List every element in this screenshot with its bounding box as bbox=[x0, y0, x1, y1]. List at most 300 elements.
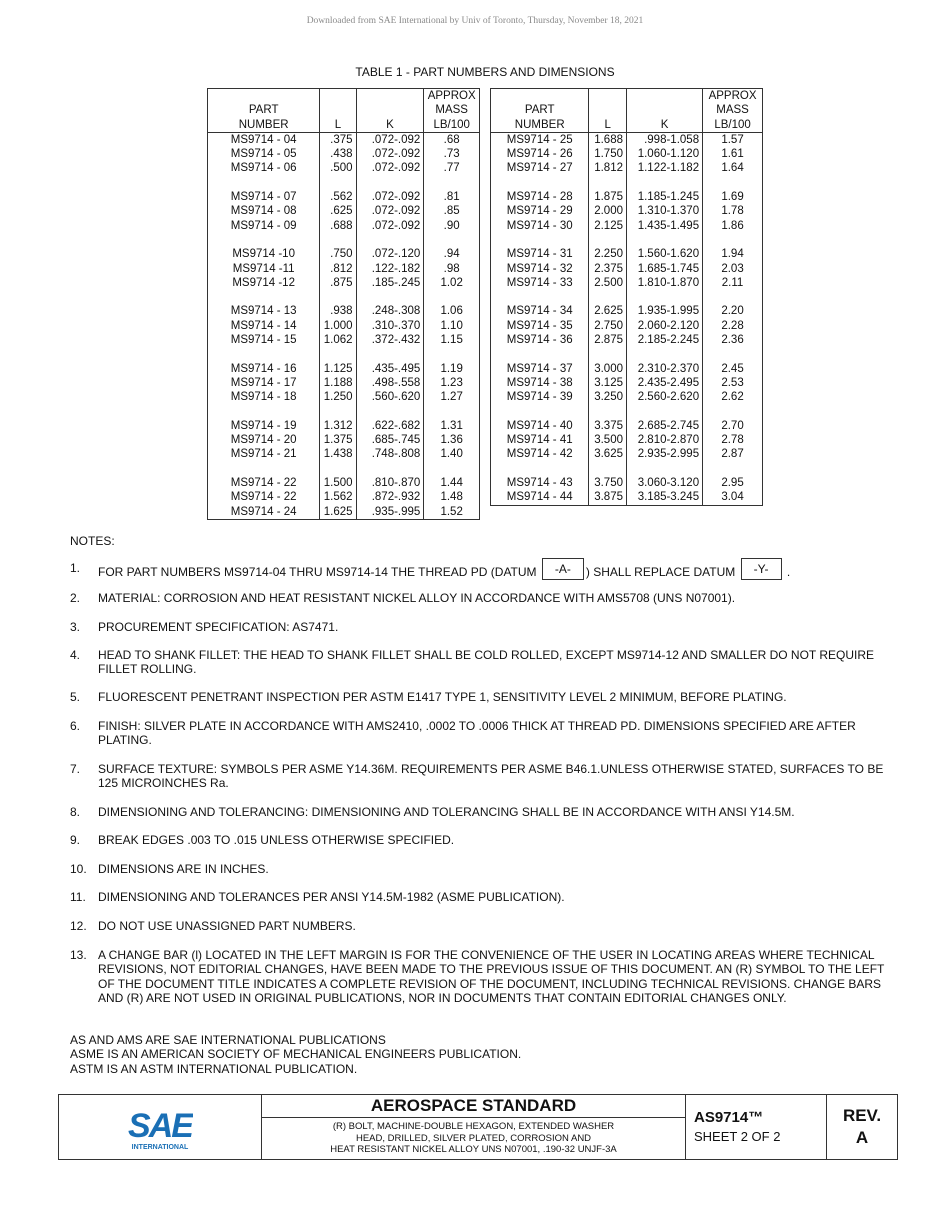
download-notice: Downloaded from SAE International by Univ of Toronto, Thursday, November 18, 2021 bbox=[306, 16, 644, 26]
table-row bbox=[491, 219, 763, 233]
cell-mass: .85 bbox=[424, 204, 480, 218]
cell-l: 1.438 bbox=[320, 447, 356, 461]
cell-k: .998-1.058 bbox=[626, 132, 702, 147]
cell-l: .438 bbox=[320, 147, 356, 161]
cell-l: 3.750 bbox=[589, 476, 627, 490]
note-number: 11. bbox=[70, 890, 86, 904]
table-header-row bbox=[208, 89, 480, 133]
cell-part-number: MS9714 - 21 bbox=[208, 447, 320, 461]
cell-mass: .77 bbox=[424, 161, 480, 175]
cell-l: 1.000 bbox=[320, 319, 356, 333]
header-mass-3: LB/100 bbox=[714, 118, 751, 131]
table-row bbox=[491, 333, 763, 347]
cell-k: 2.560-2.620 bbox=[626, 390, 702, 404]
group-spacer bbox=[491, 405, 763, 419]
table-row bbox=[208, 433, 480, 447]
cell-part-number: MS9714 - 42 bbox=[491, 447, 589, 461]
cell-mass: 1.57 bbox=[703, 132, 763, 147]
cell-l: 2.375 bbox=[589, 262, 627, 276]
cell-part-number: MS9714 - 14 bbox=[208, 319, 320, 333]
cell-l: .688 bbox=[320, 219, 356, 233]
cell-k: .072-.092 bbox=[356, 204, 424, 218]
publications-list bbox=[70, 1033, 521, 1076]
cell-l: 3.875 bbox=[589, 490, 627, 505]
table-row bbox=[208, 161, 480, 175]
note-8 bbox=[70, 805, 890, 819]
table-row bbox=[491, 490, 763, 505]
cell-l: .938 bbox=[320, 304, 356, 318]
header-mass-3: LB/100 bbox=[433, 118, 470, 131]
cell-k: .072-.092 bbox=[356, 147, 424, 161]
cell-l: 1.812 bbox=[589, 161, 627, 175]
description-line: HEAD, DRILLED, SILVER PLATED, CORROSION AND bbox=[355, 1132, 592, 1144]
note-number: 7. bbox=[70, 762, 81, 776]
description-line: HEAT RESISTANT NICKEL ALLOY UNS N07001, .190-32 UNJF-3A bbox=[330, 1144, 617, 1155]
note-number: 5. bbox=[70, 690, 81, 704]
note-1-before: FOR PART NUMBERS MS9714-04 THRU MS9714-14 THE THREAD PD (DATUM bbox=[98, 565, 537, 579]
cell-k: 1.122-1.182 bbox=[626, 161, 702, 175]
table-row bbox=[208, 390, 480, 404]
cell-k: 2.185-2.245 bbox=[626, 333, 702, 347]
document-number: AS9714™ bbox=[694, 1109, 764, 1126]
header-k: K bbox=[626, 89, 702, 133]
table-row bbox=[491, 247, 763, 261]
cell-l: .375 bbox=[320, 132, 356, 147]
header-part-1: PART bbox=[248, 104, 279, 117]
group-spacer bbox=[491, 176, 763, 190]
note-text: DO NOT USE UNASSIGNED PART NUMBERS. bbox=[98, 919, 356, 933]
note-number: 12. bbox=[70, 919, 87, 933]
group-spacer bbox=[208, 405, 480, 419]
cell-l: 3.250 bbox=[589, 390, 627, 404]
cell-mass: 1.44 bbox=[424, 476, 480, 490]
note-12 bbox=[70, 919, 890, 933]
note-11 bbox=[70, 890, 890, 904]
cell-mass: 1.64 bbox=[703, 161, 763, 175]
note-number: 3. bbox=[70, 620, 81, 634]
cell-part-number: MS9714 - 27 bbox=[491, 161, 589, 175]
cell-part-number: MS9714 - 33 bbox=[491, 276, 589, 290]
cell-l: 1.312 bbox=[320, 419, 356, 433]
table-row bbox=[208, 447, 480, 461]
group-spacer bbox=[208, 290, 480, 304]
cell-part-number: MS9714 - 16 bbox=[208, 362, 320, 376]
cell-l: 2.875 bbox=[589, 333, 627, 347]
cell-l: 2.000 bbox=[589, 204, 627, 218]
table-row bbox=[491, 132, 763, 147]
group-spacer bbox=[208, 462, 480, 476]
logo-cell bbox=[59, 1095, 262, 1159]
table-row bbox=[491, 476, 763, 490]
cell-k: 1.060-1.120 bbox=[626, 147, 702, 161]
cell-part-number: MS9714 - 34 bbox=[491, 304, 589, 318]
note-text: FINISH: SILVER PLATE IN ACCORDANCE WITH AMS2410, .0002 TO .0006 THICK AT THREAD PD. DIMENSIONS SPECIFIED ARE AFTER PLATING. bbox=[98, 719, 856, 748]
cell-part-number: MS9714 - 36 bbox=[491, 333, 589, 347]
table-row bbox=[491, 147, 763, 161]
table-row bbox=[491, 433, 763, 447]
cell-part-number: MS9714 - 44 bbox=[491, 490, 589, 505]
cell-mass: 1.02 bbox=[424, 276, 480, 290]
cell-part-number: MS9714 - 28 bbox=[491, 190, 589, 204]
title-cell bbox=[262, 1095, 686, 1159]
cell-mass: 1.69 bbox=[703, 190, 763, 204]
note-text: PROCUREMENT SPECIFICATION: AS7471. bbox=[98, 620, 339, 634]
cell-mass: 2.87 bbox=[703, 447, 763, 461]
note-9 bbox=[70, 833, 890, 847]
cell-mass: 1.36 bbox=[424, 433, 480, 447]
publication-line: AS AND AMS ARE SAE INTERNATIONAL PUBLICATIONS bbox=[70, 1033, 386, 1047]
cell-mass: 2.53 bbox=[703, 376, 763, 390]
cell-mass: 2.11 bbox=[703, 276, 763, 290]
cell-l: 1.688 bbox=[589, 132, 627, 147]
note-10 bbox=[70, 862, 890, 876]
cell-k: 2.685-2.745 bbox=[626, 419, 702, 433]
note-2 bbox=[70, 591, 890, 605]
cell-k: 1.685-1.745 bbox=[626, 262, 702, 276]
cell-mass: 1.31 bbox=[424, 419, 480, 433]
cell-k: 1.935-1.995 bbox=[626, 304, 702, 318]
table-row bbox=[491, 190, 763, 204]
logo-sub-text: INTERNATIONAL bbox=[131, 1144, 189, 1151]
cell-l: .875 bbox=[320, 276, 356, 290]
table-row bbox=[208, 276, 480, 290]
table-row bbox=[208, 204, 480, 218]
revision-cell bbox=[827, 1095, 897, 1159]
cell-mass: 1.48 bbox=[424, 490, 480, 504]
cell-l: 1.125 bbox=[320, 362, 356, 376]
cell-part-number: MS9714 - 29 bbox=[491, 204, 589, 218]
cell-part-number: MS9714 - 38 bbox=[491, 376, 589, 390]
cell-part-number: MS9714 -11 bbox=[208, 262, 320, 276]
cell-mass: 1.10 bbox=[424, 319, 480, 333]
cell-part-number: MS9714 - 30 bbox=[491, 219, 589, 233]
notes-heading: NOTES: bbox=[70, 534, 115, 548]
cell-l: 3.125 bbox=[589, 376, 627, 390]
logo-main-text: SAE bbox=[128, 1107, 192, 1145]
cell-l: 2.750 bbox=[589, 319, 627, 333]
datum-a-box: -A- bbox=[542, 558, 584, 580]
cell-k: .560-.620 bbox=[356, 390, 424, 404]
table-row bbox=[208, 376, 480, 390]
document-description bbox=[262, 1121, 685, 1156]
table-row bbox=[491, 262, 763, 276]
header-part-2: NUMBER bbox=[238, 118, 289, 131]
note-7 bbox=[70, 762, 890, 791]
cell-k: .072-.092 bbox=[356, 161, 424, 175]
cell-k: 1.435-1.495 bbox=[626, 219, 702, 233]
cell-part-number: MS9714 - 05 bbox=[208, 147, 320, 161]
cell-l: 1.188 bbox=[320, 376, 356, 390]
cell-l: 1.500 bbox=[320, 476, 356, 490]
cell-l: 2.500 bbox=[589, 276, 627, 290]
parts-table-right bbox=[490, 88, 763, 506]
publication-line: ASTM IS AN ASTM INTERNATIONAL PUBLICATION. bbox=[70, 1061, 358, 1076]
note-3 bbox=[70, 620, 890, 634]
cell-mass: 1.06 bbox=[424, 304, 480, 318]
cell-k: .685-.745 bbox=[356, 433, 424, 447]
cell-k: 2.935-2.995 bbox=[626, 447, 702, 461]
cell-k: 1.560-1.620 bbox=[626, 247, 702, 261]
cell-l: .812 bbox=[320, 262, 356, 276]
cell-k: .622-.682 bbox=[356, 419, 424, 433]
cell-mass: 1.61 bbox=[703, 147, 763, 161]
cell-k: .122-.182 bbox=[356, 262, 424, 276]
table-row bbox=[208, 147, 480, 161]
table-row bbox=[208, 262, 480, 276]
title-block bbox=[58, 1094, 898, 1160]
note-number: 13. bbox=[70, 948, 87, 962]
note-1-after: . bbox=[786, 565, 791, 579]
cell-part-number: MS9714 - 07 bbox=[208, 190, 320, 204]
header-part-1: PART bbox=[524, 104, 555, 117]
cell-k: 2.060-2.120 bbox=[626, 319, 702, 333]
cell-mass: .68 bbox=[424, 132, 480, 147]
cell-mass: 2.45 bbox=[703, 362, 763, 376]
cell-mass: 1.78 bbox=[703, 204, 763, 218]
cell-l: 2.250 bbox=[589, 247, 627, 261]
cell-l: 2.625 bbox=[589, 304, 627, 318]
revision-label: REV. bbox=[842, 1106, 882, 1125]
cell-mass: 1.23 bbox=[424, 376, 480, 390]
cell-mass: 1.86 bbox=[703, 219, 763, 233]
cell-part-number: MS9714 - 17 bbox=[208, 376, 320, 390]
header-l: L bbox=[589, 89, 627, 133]
cell-mass: .73 bbox=[424, 147, 480, 161]
cell-mass: 1.94 bbox=[703, 247, 763, 261]
cell-l: 1.875 bbox=[589, 190, 627, 204]
table-row bbox=[208, 476, 480, 490]
table-row bbox=[208, 490, 480, 504]
cell-part-number: MS9714 - 35 bbox=[491, 319, 589, 333]
cell-mass: .98 bbox=[424, 262, 480, 276]
cell-k: .072-.092 bbox=[356, 219, 424, 233]
cell-k: .498-.558 bbox=[356, 376, 424, 390]
cell-part-number: MS9714 - 32 bbox=[491, 262, 589, 276]
table-title: TABLE 1 - PART NUMBERS AND DIMENSIONS bbox=[355, 65, 615, 79]
cell-k: 1.185-1.245 bbox=[626, 190, 702, 204]
note-5 bbox=[70, 690, 890, 704]
parts-table-left bbox=[207, 88, 480, 520]
group-spacer bbox=[208, 347, 480, 361]
table-header-row bbox=[491, 89, 763, 133]
group-spacer bbox=[491, 462, 763, 476]
cell-mass: 2.62 bbox=[703, 390, 763, 404]
cell-k: 3.185-3.245 bbox=[626, 490, 702, 505]
cell-mass: 2.78 bbox=[703, 433, 763, 447]
sae-logo-icon bbox=[127, 1103, 193, 1151]
cell-k: .072-.120 bbox=[356, 247, 424, 261]
table-row bbox=[491, 362, 763, 376]
cell-mass: 1.19 bbox=[424, 362, 480, 376]
table-row bbox=[208, 190, 480, 204]
cell-l: 3.625 bbox=[589, 447, 627, 461]
note-1-middle: ) SHALL REPLACE DATUM bbox=[585, 565, 736, 579]
cell-mass: 1.40 bbox=[424, 447, 480, 461]
note-number: 8. bbox=[70, 805, 81, 819]
header-part-2: NUMBER bbox=[514, 118, 565, 131]
table-row bbox=[208, 304, 480, 318]
cell-mass: 2.03 bbox=[703, 262, 763, 276]
cell-part-number: MS9714 - 20 bbox=[208, 433, 320, 447]
note-6 bbox=[70, 719, 890, 748]
note-text: DIMENSIONING AND TOLERANCES PER ANSI Y14.5M-1982 (ASME PUBLICATION). bbox=[98, 890, 565, 904]
table-row bbox=[491, 204, 763, 218]
note-text bbox=[98, 561, 890, 583]
cell-k: .810-.870 bbox=[356, 476, 424, 490]
cell-l: 1.250 bbox=[320, 390, 356, 404]
table-row bbox=[208, 319, 480, 333]
cell-k: 1.810-1.870 bbox=[626, 276, 702, 290]
cell-k: .935-.995 bbox=[356, 505, 424, 520]
sheet-number: SHEET 2 OF 2 bbox=[694, 1129, 781, 1144]
note-text: BREAK EDGES .003 TO .015 UNLESS OTHERWISE SPECIFIED. bbox=[98, 833, 455, 847]
note-1 bbox=[70, 561, 890, 583]
publication-line: ASME IS AN AMERICAN SOCIETY OF MECHANICAL ENGINEERS PUBLICATION. bbox=[70, 1047, 522, 1062]
cell-l: 3.375 bbox=[589, 419, 627, 433]
cell-part-number: MS9714 - 40 bbox=[491, 419, 589, 433]
cell-l: .750 bbox=[320, 247, 356, 261]
note-text: DIMENSIONS ARE IN INCHES. bbox=[98, 862, 269, 876]
cell-part-number: MS9714 -10 bbox=[208, 247, 320, 261]
cell-part-number: MS9714 - 37 bbox=[491, 362, 589, 376]
table-row bbox=[208, 505, 480, 520]
cell-l: 1.750 bbox=[589, 147, 627, 161]
cell-part-number: MS9714 - 41 bbox=[491, 433, 589, 447]
revision bbox=[827, 1105, 897, 1149]
cell-part-number: MS9714 - 25 bbox=[491, 132, 589, 147]
note-text: A CHANGE BAR (l) LOCATED IN THE LEFT MARGIN IS FOR THE CONVENIENCE OF THE USER IN LOCATING AREAS WHERE TECHNICAL REVISIONS, NOT EDITORIAL CHANGES, HAVE BEEN MADE TO THE PREVIOUS ISSUE OF THIS DOCUMENT. AN (R) SYMBOL TO THE LEFT OF THE DOCUMENT TITLE INDICATES A COMPLETE REVISION OF THE DOCUMENT, INCLUDING TECHNICAL REVISIONS. CHANGE BARS AND (R) ARE NOT USED IN ORIGINAL PUBLICATIONS, NOR IN DOCUMENTS THAT CONTAIN EDITORIAL CHANGES ONLY. bbox=[98, 948, 885, 1005]
cell-part-number: MS9714 - 06 bbox=[208, 161, 320, 175]
note-text: FLUORESCENT PENETRANT INSPECTION PER ASTM E1417 TYPE 1, SENSITIVITY LEVEL 2 MINIMUM, BEFORE PLATING. bbox=[98, 690, 787, 704]
table-row bbox=[208, 219, 480, 233]
revision-value: A bbox=[855, 1128, 869, 1147]
cell-mass: .94 bbox=[424, 247, 480, 261]
note-number: 4. bbox=[70, 648, 81, 662]
table-row bbox=[491, 376, 763, 390]
cell-part-number: MS9714 - 26 bbox=[491, 147, 589, 161]
cell-part-number: MS9714 - 22 bbox=[208, 490, 320, 504]
cell-mass: .81 bbox=[424, 190, 480, 204]
note-text: MATERIAL: CORROSION AND HEAT RESISTANT NICKEL ALLOY IN ACCORDANCE WITH AMS5708 (UNS N07001). bbox=[98, 591, 736, 605]
header-mass-1: APPROX bbox=[708, 90, 757, 102]
cell-k: .372-.432 bbox=[356, 333, 424, 347]
cell-part-number: MS9714 - 08 bbox=[208, 204, 320, 218]
cell-k: 1.310-1.370 bbox=[626, 204, 702, 218]
parts-table-left-body bbox=[208, 132, 480, 519]
group-spacer bbox=[208, 176, 480, 190]
cell-l: 1.062 bbox=[320, 333, 356, 347]
header-mass-2: MASS bbox=[716, 104, 749, 117]
note-text: DIMENSIONING AND TOLERANCING: DIMENSIONING AND TOLERANCING SHALL BE IN ACCORDANCE WITH ANSI Y14.5M. bbox=[98, 805, 795, 819]
table-row bbox=[208, 362, 480, 376]
note-number: 2. bbox=[70, 591, 81, 605]
table-row bbox=[491, 419, 763, 433]
group-spacer bbox=[491, 233, 763, 247]
cell-part-number: MS9714 - 13 bbox=[208, 304, 320, 318]
document-number-cell bbox=[686, 1095, 827, 1159]
cell-part-number: MS9714 - 04 bbox=[208, 132, 320, 147]
cell-k: .072-.092 bbox=[356, 132, 424, 147]
group-spacer bbox=[491, 290, 763, 304]
table-row bbox=[208, 419, 480, 433]
cell-k: .248-.308 bbox=[356, 304, 424, 318]
cell-l: .625 bbox=[320, 204, 356, 218]
header-l: L bbox=[320, 89, 356, 133]
header-k: K bbox=[356, 89, 424, 133]
header-mass-1: APPROX bbox=[427, 90, 476, 102]
cell-mass: 2.20 bbox=[703, 304, 763, 318]
cell-mass: 1.52 bbox=[424, 505, 480, 520]
cell-mass: 2.36 bbox=[703, 333, 763, 347]
cell-part-number: MS9714 - 15 bbox=[208, 333, 320, 347]
note-number: 6. bbox=[70, 719, 81, 733]
cell-l: 3.000 bbox=[589, 362, 627, 376]
cell-l: 3.500 bbox=[589, 433, 627, 447]
cell-l: 1.562 bbox=[320, 490, 356, 504]
cell-part-number: MS9714 - 43 bbox=[491, 476, 589, 490]
cell-mass: 3.04 bbox=[703, 490, 763, 505]
table-row bbox=[208, 132, 480, 147]
cell-k: 2.310-2.370 bbox=[626, 362, 702, 376]
cell-part-number: MS9714 -12 bbox=[208, 276, 320, 290]
cell-l: .562 bbox=[320, 190, 356, 204]
datum-y-box: -Y- bbox=[741, 558, 782, 580]
cell-part-number: MS9714 - 09 bbox=[208, 219, 320, 233]
table-row bbox=[491, 390, 763, 404]
note-number: 1. bbox=[70, 561, 81, 575]
cell-part-number: MS9714 - 22 bbox=[208, 476, 320, 490]
table-row bbox=[208, 333, 480, 347]
parts-table-right-body bbox=[491, 132, 763, 505]
description-line: (R) BOLT, MACHINE-DOUBLE HEXAGON, EXTENDED WASHER bbox=[332, 1121, 615, 1132]
cell-mass: 2.70 bbox=[703, 419, 763, 433]
cell-k: 3.060-3.120 bbox=[626, 476, 702, 490]
note-13 bbox=[70, 948, 890, 1005]
cell-k: 2.810-2.870 bbox=[626, 433, 702, 447]
cell-l: .500 bbox=[320, 161, 356, 175]
table-row bbox=[208, 247, 480, 261]
cell-mass: 2.28 bbox=[703, 319, 763, 333]
group-spacer bbox=[208, 233, 480, 247]
standard-title: AEROSPACE STANDARD bbox=[262, 1095, 685, 1118]
cell-k: .872-.932 bbox=[356, 490, 424, 504]
cell-mass: .90 bbox=[424, 219, 480, 233]
note-text: SURFACE TEXTURE: SYMBOLS PER ASME Y14.36M. REQUIREMENTS PER ASME B46.1.UNLESS OTHERWISE STATED, SURFACES TO BE 125 MICROINCHES Ra. bbox=[98, 762, 884, 791]
cell-part-number: MS9714 - 19 bbox=[208, 419, 320, 433]
cell-k: .435-.495 bbox=[356, 362, 424, 376]
note-text: HEAD TO SHANK FILLET: THE HEAD TO SHANK FILLET SHALL BE COLD ROLLED, EXCEPT MS9714-12 AND SMALLER DO NOT REQUIRE FILLET ROLLING. bbox=[98, 648, 875, 677]
cell-l: 1.375 bbox=[320, 433, 356, 447]
cell-mass: 1.27 bbox=[424, 390, 480, 404]
note-4 bbox=[70, 648, 890, 677]
table-row bbox=[491, 319, 763, 333]
cell-k: .748-.808 bbox=[356, 447, 424, 461]
cell-l: 2.125 bbox=[589, 219, 627, 233]
cell-part-number: MS9714 - 31 bbox=[491, 247, 589, 261]
table-row bbox=[491, 447, 763, 461]
cell-k: 2.435-2.495 bbox=[626, 376, 702, 390]
note-number: 9. bbox=[70, 833, 81, 847]
header-mass-2: MASS bbox=[435, 104, 468, 117]
note-number: 10. bbox=[70, 862, 87, 876]
cell-k: .310-.370 bbox=[356, 319, 424, 333]
table-row bbox=[491, 276, 763, 290]
cell-part-number: MS9714 - 39 bbox=[491, 390, 589, 404]
group-spacer bbox=[491, 347, 763, 361]
cell-mass: 1.15 bbox=[424, 333, 480, 347]
cell-l: 1.625 bbox=[320, 505, 356, 520]
cell-k: .072-.092 bbox=[356, 190, 424, 204]
